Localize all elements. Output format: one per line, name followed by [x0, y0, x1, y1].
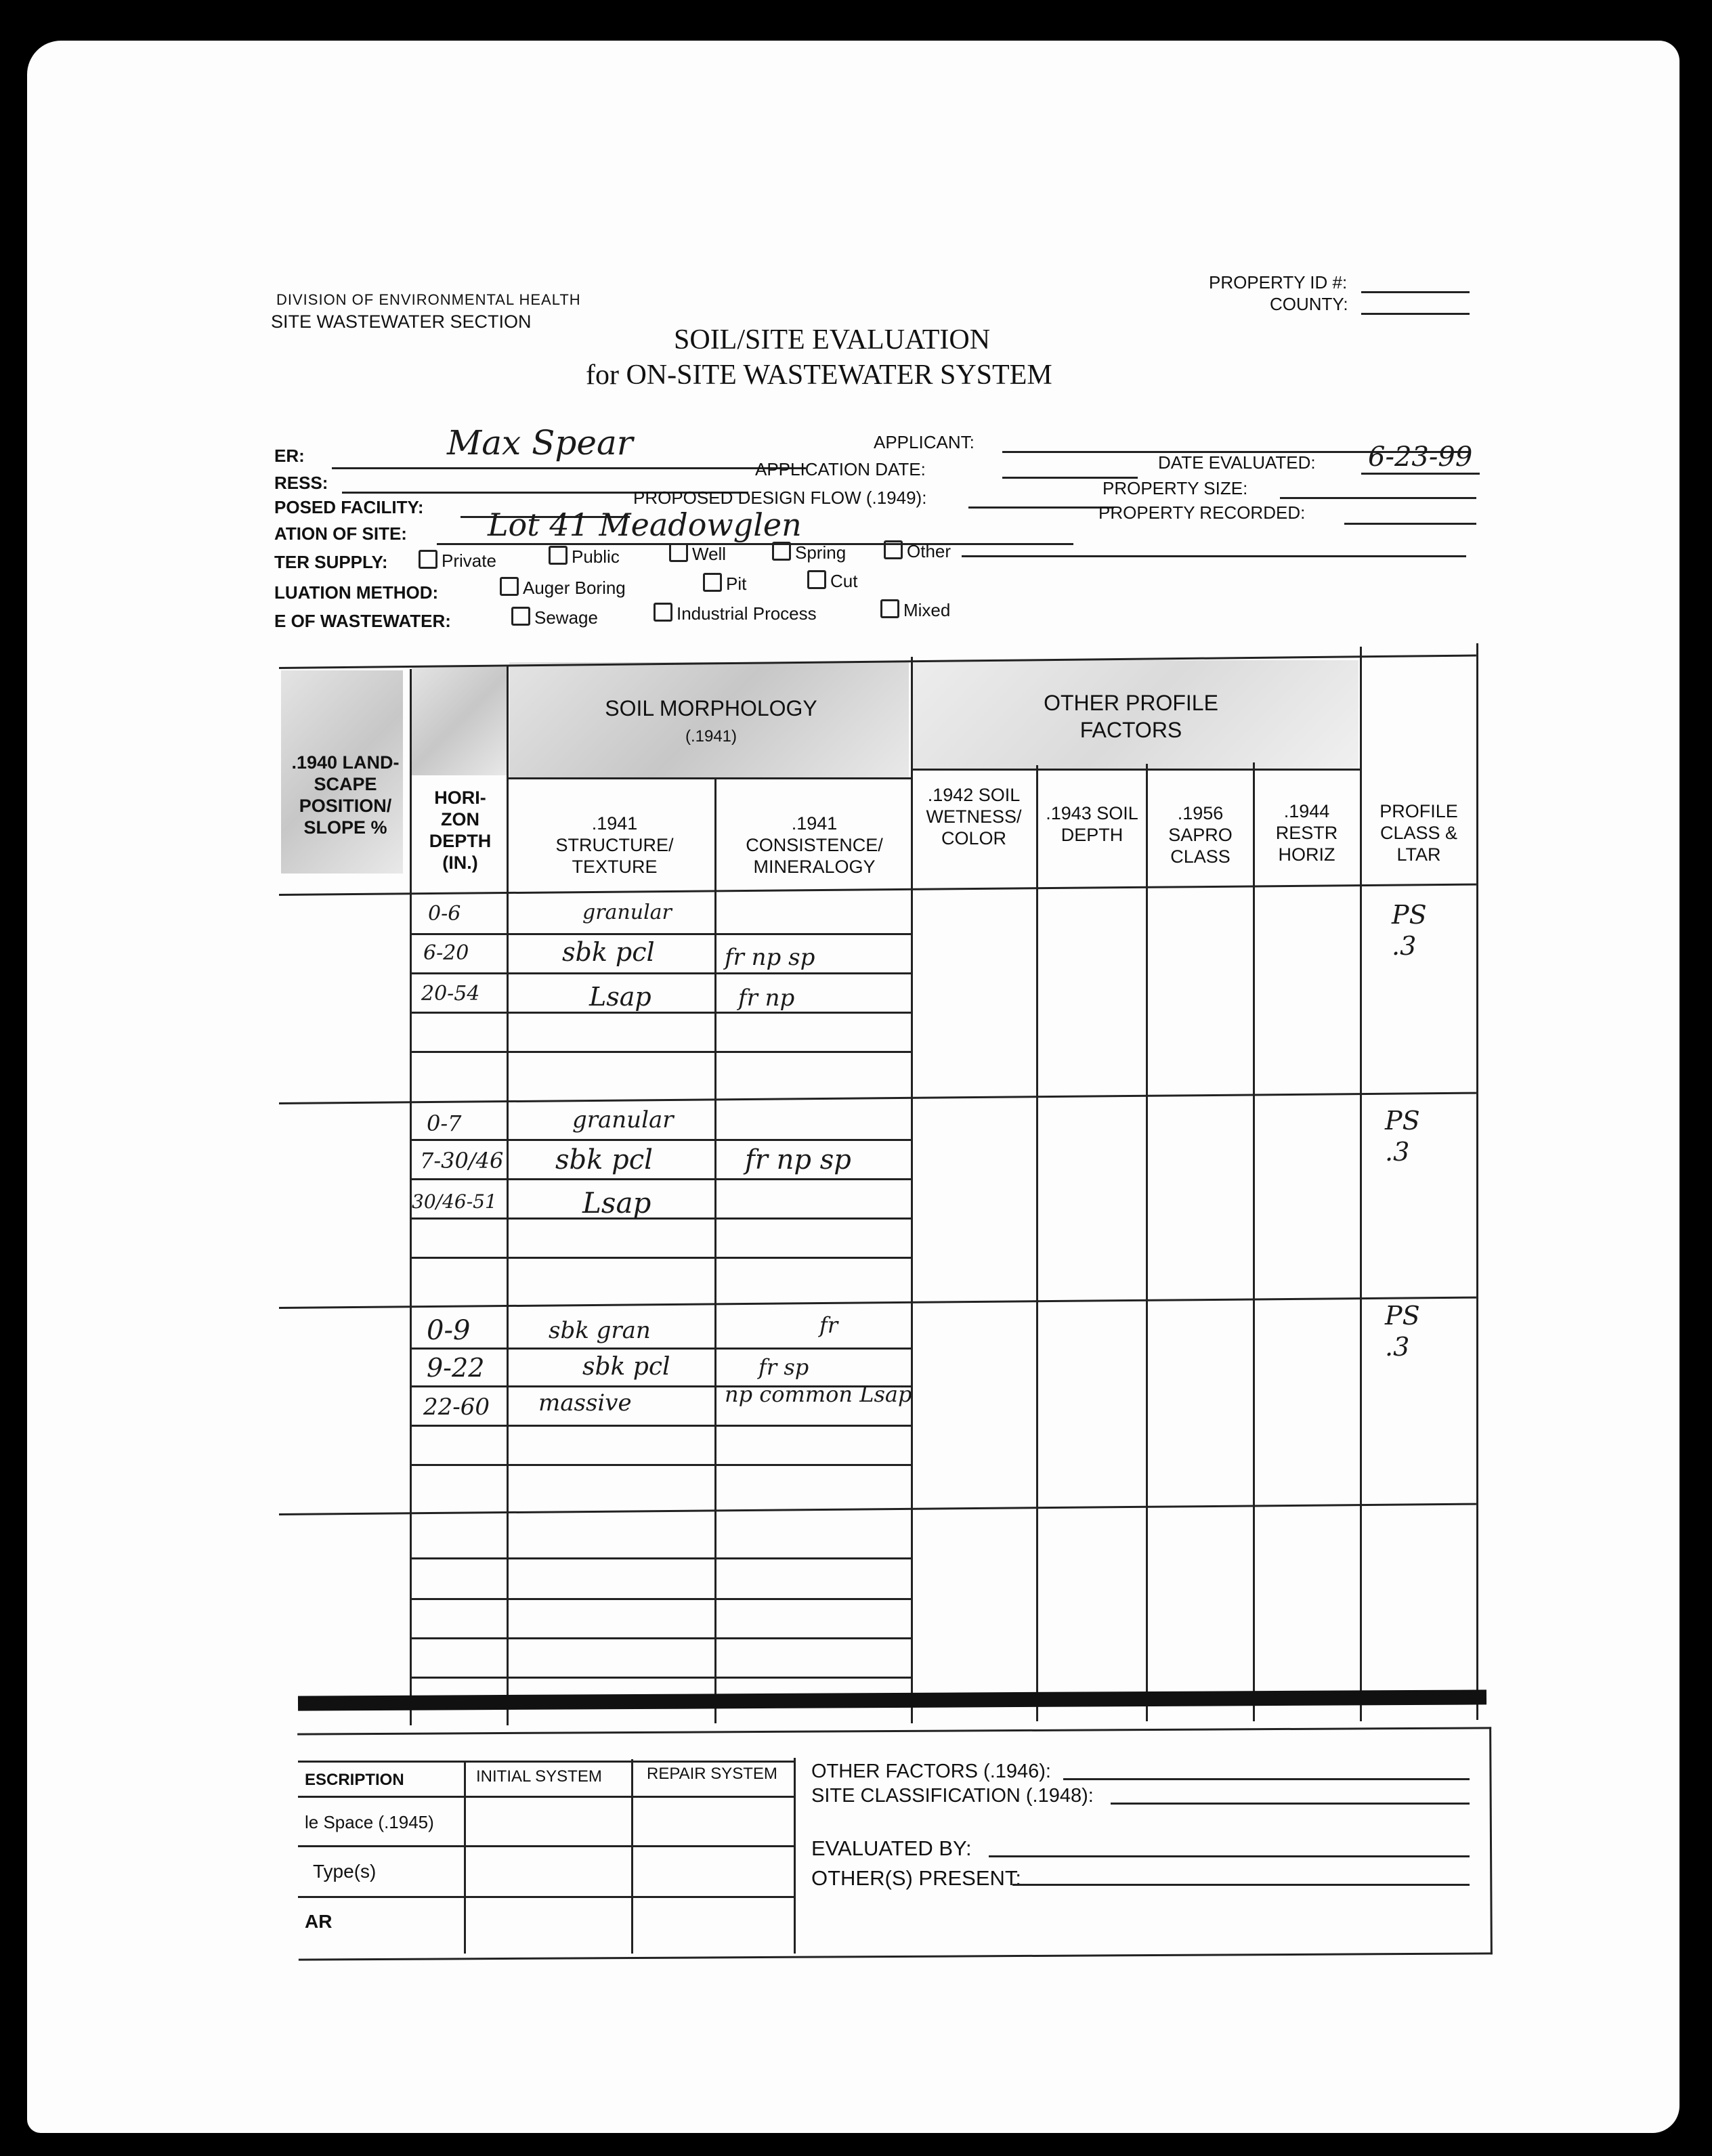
col-sapro-header: .1956 SAPRO CLASS	[1168, 803, 1233, 867]
table-cell-structure: granular	[572, 1106, 674, 1134]
evaluation-method-cut[interactable]: Cut	[807, 570, 857, 592]
others-present-field[interactable]	[1012, 1884, 1470, 1886]
site-classification-field[interactable]	[1111, 1803, 1470, 1805]
checkbox-icon[interactable]	[807, 570, 826, 589]
address-label: RESS:	[274, 473, 328, 493]
footer-col-repair: REPAIR SYSTEM	[647, 1765, 777, 1783]
application-date-label: APPLICATION DATE:	[755, 459, 926, 479]
other-factors-label: OTHER FACTORS (.1946):	[811, 1761, 1051, 1782]
county-field[interactable]	[1361, 313, 1470, 315]
date-evaluated-label: DATE EVALUATED:	[1158, 452, 1316, 473]
location-label: ATION OF SITE:	[274, 523, 407, 544]
date-evaluated-field[interactable]	[1361, 473, 1480, 475]
water-supply-label: TER SUPPLY:	[274, 552, 388, 572]
property-size-field[interactable]	[1280, 497, 1476, 499]
checkbox-icon[interactable]	[500, 577, 519, 596]
checkbox-icon[interactable]	[884, 540, 903, 559]
proposed-facility-label: POSED FACILITY:	[274, 497, 424, 517]
other-factors-field[interactable]	[1063, 1778, 1470, 1780]
table-cell-structure: sbk pcl	[555, 1144, 653, 1176]
table-cell-consistence: fr np sp	[725, 944, 815, 971]
property-id-field[interactable]	[1361, 291, 1470, 293]
footer-col-description: ESCRIPTION	[305, 1771, 404, 1789]
table-cell-structure: massive	[538, 1389, 632, 1417]
checkbox-icon[interactable]	[549, 546, 568, 565]
footer-row-ltar: AR	[305, 1911, 333, 1932]
owner-value: Max Spear	[447, 423, 633, 462]
table-cell-consistence: fr np sp	[745, 1144, 851, 1176]
agency-line-2: SITE WASTEWATER SECTION	[271, 311, 532, 332]
site-classification-label: SITE CLASSIFICATION (.1948):	[811, 1785, 1094, 1807]
table-cell-profile: PS .3	[1385, 1106, 1420, 1167]
table-cell-depth: 0-7	[427, 1111, 462, 1136]
table-cell-depth: 0-9	[427, 1315, 471, 1346]
evaluated-by-field[interactable]	[989, 1855, 1470, 1857]
col-restr-header: .1944 RESTR HORIZ	[1275, 801, 1338, 865]
other-profile-factors-header: OTHER PROFILE FACTORS	[1044, 691, 1218, 742]
col-wetness-header: .1942 SOIL WETNESS/ COLOR	[926, 785, 1022, 848]
others-present-label: OTHER(S) PRESENT:	[811, 1866, 1022, 1890]
location-field[interactable]	[437, 543, 1073, 545]
form-subtitle: for ON-SITE WASTEWATER SYSTEM	[586, 360, 1052, 391]
water-supply-private[interactable]: Private	[419, 550, 496, 572]
wastewater-sewage[interactable]: Sewage	[511, 607, 598, 628]
design-flow-label: PROPOSED DESIGN FLOW (.1949):	[633, 488, 927, 508]
table-cell-profile: PS .3	[1385, 1301, 1420, 1362]
property-recorded-field[interactable]	[1344, 523, 1476, 525]
wastewater-industrial[interactable]: Industrial Process	[654, 603, 817, 624]
table-cell-structure: Lsap	[589, 982, 651, 1012]
water-supply-public[interactable]: Public	[549, 546, 620, 567]
checkbox-icon[interactable]	[880, 599, 899, 618]
form-title: SOIL/SITE EVALUATION	[674, 324, 991, 355]
property-size-label: PROPERTY SIZE:	[1103, 478, 1248, 498]
evaluated-by-label: EVALUATED BY:	[811, 1836, 972, 1860]
wastewater-mixed[interactable]: Mixed	[880, 599, 950, 621]
table-cell-structure: sbk pcl	[582, 1353, 670, 1381]
county-label: COUNTY:	[1270, 294, 1348, 314]
table-cell-depth: 20-54	[421, 982, 480, 1006]
col-horizon-header: HORI- ZON DEPTH (IN.)	[429, 788, 492, 873]
soil-morphology-header: SOIL MORPHOLOGY	[605, 696, 817, 720]
checkbox-icon[interactable]	[654, 603, 672, 622]
location-value: Lot 41 Meadowglen	[488, 506, 802, 543]
agency-line-1: DIVISION OF ENVIRONMENTAL HEALTH	[276, 291, 581, 308]
table-cell-structure: Lsap	[582, 1186, 651, 1220]
evaluation-method-pit[interactable]: Pit	[703, 573, 746, 595]
table-cell-consistence: fr np	[738, 985, 795, 1012]
col-landscape-header: .1940 LAND- SCAPE POSITION/ SLOPE %	[291, 752, 400, 838]
date-evaluated-value: 6-23-99	[1368, 441, 1473, 473]
soil-morphology-code: (.1941)	[685, 727, 737, 746]
footer-row-space: le Space (.1945)	[305, 1812, 434, 1832]
evaluation-method-auger[interactable]: Auger Boring	[500, 577, 626, 599]
water-supply-other[interactable]: Other	[884, 540, 951, 562]
evaluation-method-label: LUATION METHOD:	[274, 582, 439, 603]
owner-label: ER:	[274, 446, 305, 466]
property-id-label: PROPERTY ID #:	[1209, 272, 1348, 293]
footer-row-type: Type(s)	[313, 1861, 377, 1882]
col-structure-header: .1941 STRUCTURE/ TEXTURE	[555, 813, 674, 877]
table-cell-depth: 9-22	[427, 1353, 485, 1383]
footer-col-initial: INITIAL SYSTEM	[476, 1767, 602, 1786]
table-cell-depth: 6-20	[423, 941, 469, 965]
table-cell-consistence: fr	[819, 1312, 838, 1338]
checkbox-icon[interactable]	[703, 573, 722, 592]
water-supply-other-field[interactable]	[962, 555, 1466, 557]
table-cell-consistence: fr sp	[758, 1354, 809, 1380]
owner-field[interactable]	[332, 467, 806, 469]
design-flow-field[interactable]	[968, 506, 1114, 509]
table-cell-depth: 7-30/46	[420, 1148, 504, 1173]
applicant-label: APPLICANT:	[874, 432, 975, 452]
table-cell-profile: PS .3	[1392, 900, 1427, 961]
col-consistence-header: .1941 CONSISTENCE/ MINERALOGY	[746, 813, 883, 877]
checkbox-icon[interactable]	[669, 543, 688, 562]
col-depth-header: .1943 SOIL DEPTH	[1046, 803, 1138, 845]
table-cell-structure: sbk gran	[549, 1317, 651, 1344]
col-profile-header: PROFILE CLASS & LTAR	[1379, 801, 1458, 865]
table-cell-structure: sbk pcl	[562, 937, 655, 967]
property-recorded-label: PROPERTY RECORDED:	[1098, 502, 1306, 523]
table-cell-depth: 30/46-51	[412, 1190, 497, 1213]
table-cell-structure: granular	[582, 901, 672, 924]
checkbox-icon[interactable]	[419, 550, 437, 569]
table-cell-depth: 22-60	[423, 1394, 490, 1421]
water-supply-spring[interactable]: Spring	[772, 542, 846, 563]
water-supply-well[interactable]: Well	[669, 543, 726, 565]
checkbox-icon[interactable]	[511, 607, 530, 626]
table-cell-depth: 0-6	[428, 902, 461, 926]
table-cell-consistence: np common Lsap	[725, 1381, 912, 1407]
wastewater-label: E OF WASTEWATER:	[274, 611, 451, 631]
checkbox-icon[interactable]	[772, 542, 791, 561]
